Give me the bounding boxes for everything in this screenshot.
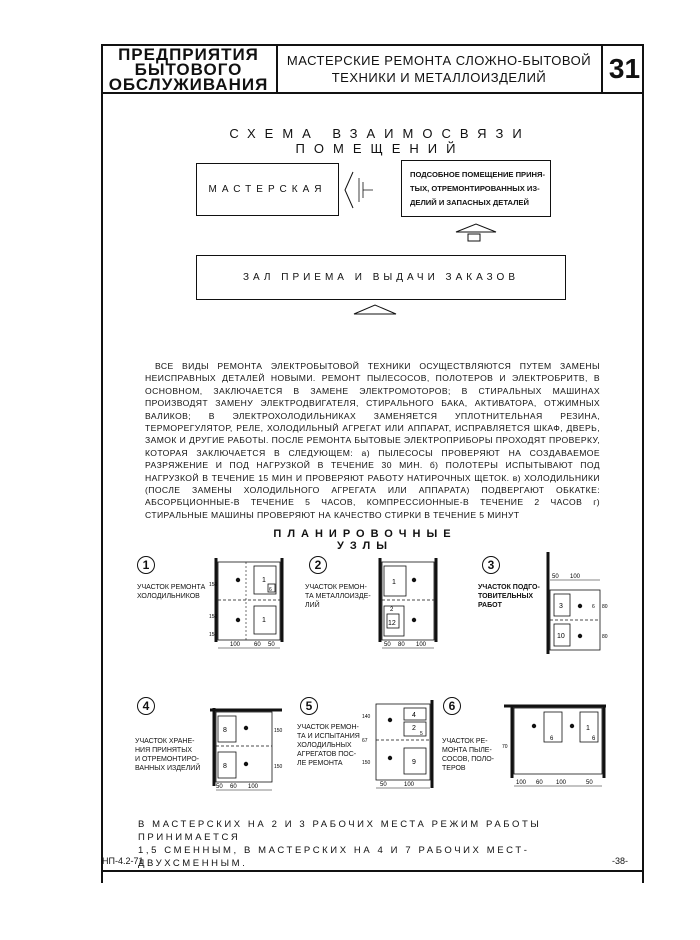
storage-line-3: ДЕЛИЙ И ЗАПАСНЫХ ДЕТАЛЕЙ [410,197,529,207]
node-1-cell-3: 1 [262,617,266,624]
node-3-caption-line-1: УЧАСТОК ПОДГО- [478,584,540,591]
node-1-caption [137,583,205,601]
node-4-dim-3: 100 [248,784,259,790]
hall-entry-arrow-icon [350,302,400,316]
plans-title: ПЛАНИРОВОЧНЫЕ УЗЛЫ [273,528,457,552]
node-6-number: 6 [443,697,461,715]
node-5-cell-4: 9 [412,759,416,766]
node-6-caption-line-1: УЧАСТОК РЕ- [442,738,488,745]
node-5-caption-line-2: ТА И ИСПЫТАНИЯ [297,733,360,740]
sheet-number: 31 [601,46,646,92]
header-subject-line-1: МАСТЕРСКИЕ РЕМОНТА СЛОЖНО-БЫТОВОЙ [286,53,592,68]
node-4-number: 4 [137,697,155,715]
page-number: -38- [612,856,629,866]
node-4-cell-1: 8 [223,727,227,734]
node-6-dim-4: 50 [586,780,593,786]
node-6-dim-1: 100 [516,780,527,786]
node-6-cell-2: 1 [586,725,590,732]
node-6-cell-3: 6 [592,736,596,742]
node-5-caption-line-1: УЧАСТОК РЕМОН- [297,724,359,731]
header-subject-line-2: ТЕХНИКИ И МЕТАЛЛОИЗДЕЛИЙ [331,70,547,85]
connection-arrow-icon [339,168,401,212]
node-1-caption-line-2: ХОЛОДИЛЬНИКОВ [137,593,200,600]
node-1-cell-1: 1 [262,577,266,584]
node-2-cell-1: 1 [392,579,396,586]
body-text: ВСЕ ВИДЫ РЕМОНТА ЭЛЕКТРОБЫТОВОЙ ТЕХНИКИ ОСУЩЕСТВЛЯЮТСЯ ПУТЕМ ЗАМЕНЫ НЕИСПРАВНЫХ ДЕТАЛЕЙ НОВЫМИ. РЕМОНТ ПЫЛЕСОСОВ, ПОЛОТЕРОВ И ЭЛЕКТРОБРИТВ, В ОСНОВНОМ, ЗАКЛЮЧАЕТСЯ В ЗАМЕНЕ ЭЛЕКТРОМОТОРОВ; В СТИРАЛЬНЫХ МАШИНАХ ПРОИЗВОДЯТ ЗАМЕНУ ЭЛЕКТРОДВИГАТЕЛЯ, СТИРАЛЬНОГО БАКА, АКТИВАТОРА, ОТЖИМНЫХ ВАЛИКОВ; В ЭЛЕКТРОХОЛОДИЛЬНИКАХ ЗАМЕНЯЕТСЯ УПЛОТНИТЕЛЬНАЯ РЕЗИНА, ТЕРМОРЕГУЛЯТОР, РЕЛЕ, ХОЛОДИЛЬНЫЙ АГРЕГАТ ИЛИ АППАРАТ, ИСПРАВЛЯЕТСЯ ШКАФ, ДВЕРЬ, ЗАМОК И ДРУГИЕ РАБОТЫ. ПОСЛЕ РЕМОНТА БЫТОВЫЕ ЭЛЕКТРОПРИБОРЫ ПРОХОДЯТ ПРОВЕРКУ, КОТОРАЯ ЗАКЛЮЧАЕТСЯ В СЛЕДУЮЩЕМ: а) ПЫЛЕСОСЫ ПРОВЕРЯЮТ НА СОЗДАВАЕМОЕ РАЗРЯЖЕНИЕ И ПОД НАГРУЗКОЙ В ТЕЧЕНИЕ 30 МИН. б) ПОЛОТЕРЫ ИСПЫТЫВАЮТ ПОД НАГРУЗКОЙ В ТЕЧЕНИЕ 15 МИН И ПРОВЕРЯЮТ РАБОТУ НАТИРОЧНЫХ ЩЕТОК. в) ХОЛОДИЛЬНИКИ (ПОСЛЕ ЗАМЕНЫ ХОЛОДИЛЬНОГО АГРЕГАТА ИЛИ АППАРАТА) ПОДВЕРГАЮТ ОБКАТКЕ: АБСОРБЦИОННЫЕ-В ТЕЧЕНИЕ 5 ЧАСОВ, КОМПРЕССИОННЫЕ-В ТЕЧЕНИЕ 2 ЧАСОВ г) СТИРАЛЬНЫЕ МАШИНЫ ПРОВЕРЯЮТ НА КАЧЕСТВО СТИРКИ В ТЕЧЕНИЕ 5 МИНУТ [145,361,600,520]
node-6-cell-1: 6 [550,736,554,742]
frame-bottom-line [101,870,644,872]
workshop-box [196,163,339,216]
node-4-side-2: 150 [274,764,283,770]
node-5-cell-2: 2 [412,725,416,732]
node-2-dim-1: 50 [384,642,391,648]
storage-line-2: ТЫХ, ОТРЕМОНТИРОВАННЫХ ИЗ- [410,183,540,193]
storage-entry-arrow-icon [446,220,506,242]
node-2-caption-line-3: ЛИЙ [305,602,320,609]
node-2-cell-2: 2 [390,607,394,613]
node-4-dim-1: 50 [216,784,223,790]
node-4-dim-2: 60 [230,784,237,790]
node-4-cell-2: 8 [223,763,227,770]
node-5-side-3: 150 [362,760,371,766]
node-3-cell-2: 6 [592,604,595,610]
node-2-caption-line-1: УЧАСТОК РЕМОН- [305,584,367,591]
node-5-side-1: 140 [362,714,371,720]
header-title-line-1: ПРЕДПРИЯТИЯ [118,44,259,64]
node-2-dim-2: 80 [398,642,405,648]
node-4-caption-line-1: УЧАСТОК ХРАНЕ- [135,738,195,745]
node-5-caption [297,723,360,768]
node-3-caption-line-3: РАБОТ [478,602,502,609]
header-subject [279,46,599,92]
storage-box [401,160,551,217]
node-6-plan [500,700,610,796]
node-5-caption-line-5: ЛЕ РЕМОНТА [297,760,343,767]
node-1-side-3: 15 [209,632,215,638]
node-4-caption-line-3: И ОТРЕМОНТИРО- [135,756,199,763]
node-3-side-2: 80 [602,634,608,640]
header-title-line-3: ОБСЛУЖИВАНИЯ [108,74,269,94]
body-paragraph [145,360,600,521]
node-1-cell-2: 6 [269,587,272,593]
scheme-title: СХЕМА ВЗАИМОСВЯЗИ ПОМЕЩЕНИЙ [229,126,531,156]
node-5-dim-2: 100 [404,782,415,788]
node-1-caption-line-1: УЧАСТОК РЕМОНТА [137,584,206,591]
node-6-caption-line-2: МОНТА ПЫЛЕ- [442,747,492,754]
footer-note-line-1: В МАСТЕРСКИХ НА 2 И 3 РАБОЧИХ МЕСТА РЕЖИМ РАБОТЫ ПРИНИМАЕТСЯ [138,819,542,843]
node-5-cell-1: 4 [412,712,416,719]
header-title-line-2: БЫТОВОГО [134,59,243,79]
node-3-caption [478,583,540,610]
node-3-side-1: 80 [602,604,608,610]
node-5-cell-3: 5 [420,731,423,737]
node-2-plan [374,556,444,656]
node-1-side-1: 150 [209,582,218,588]
node-3-cell-3: 10 [557,633,565,640]
header-title [101,44,278,94]
footer-note-line-2: 1,5 СМЕННЫМ, В МАСТЕРСКИХ НА 4 И 7 РАБОЧИХ МЕСТ-ДВУХСМЕННЫМ. [138,845,530,869]
node-4-plan [206,706,288,798]
node-6-dim-3: 100 [556,780,567,786]
node-1-plan [208,556,290,656]
node-3-number: 3 [482,556,500,574]
node-6-caption-line-4: ТЕРОВ [442,765,466,772]
hall-label: ЗАЛ ПРИЕМА И ВЫДАЧИ ЗАКАЗОВ [242,272,519,283]
node-4-caption [135,737,200,773]
document-code: НП-4.2-71 [102,856,144,866]
node-2-cell-3: 12 [388,620,396,627]
node-2-number: 2 [309,556,327,574]
node-3-dim-2: 100 [570,574,581,580]
node-5-plan [360,698,440,798]
node-6-dim-2: 60 [536,780,543,786]
node-1-dim-3: 50 [268,642,275,648]
node-3-dim-1: 50 [552,574,559,580]
node-5-caption-line-3: ХОЛОДИЛЬНЫХ [297,742,352,749]
node-3-caption-line-2: ТОВИТЕЛЬНЫХ [478,593,534,600]
node-4-caption-line-4: ВАННЫХ ИЗДЕЛИЙ [135,765,201,772]
node-5-side-2: 67 [362,738,368,744]
node-1-dim-2: 60 [254,642,261,648]
workshop-label: МАСТЕРСКАЯ [208,184,327,195]
node-5-dim-1: 50 [380,782,387,788]
node-6-caption [442,737,494,773]
node-5-number: 5 [300,697,318,715]
node-1-number: 1 [137,556,155,574]
node-2-caption-line-2: ТА МЕТАЛЛОИЗДЕ- [305,593,371,600]
node-2-caption [305,583,371,610]
storage-line-1: ПОДСОБНОЕ ПОМЕЩЕНИЕ ПРИНЯ- [410,169,546,179]
node-4-side-1: 150 [274,728,283,734]
node-6-side-1: 70 [502,744,508,750]
node-3-plan [540,550,612,660]
node-2-dim-3: 100 [416,642,427,648]
node-6-caption-line-3: СОСОВ, ПОЛО- [442,756,495,763]
node-1-side-2: 150 [209,614,218,620]
node-1-dim-1: 100 [230,642,241,648]
node-5-caption-line-4: АГРЕГАТОВ ПОС- [297,751,357,758]
hall-box [196,255,566,300]
node-4-caption-line-2: НИЯ ПРИНЯТЫХ [135,747,193,754]
footer-note [138,818,608,870]
node-3-cell-1: 3 [559,603,563,610]
